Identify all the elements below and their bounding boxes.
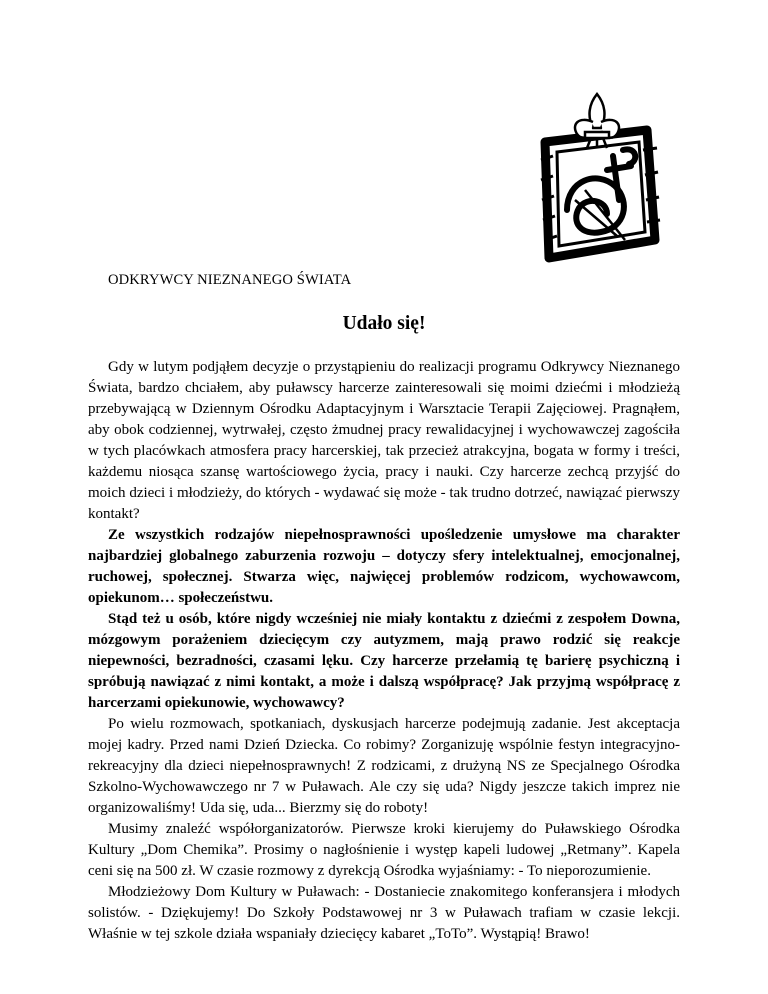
paragraph: Gdy w lutym podjąłem decyzje o przystąpieniu do realizacji programu Odkrywcy Nieznanego Świata, bardzo chciałem, aby puławscy harcerze zainteresowali się moimi dziećmi i młodzieżą przebywającą w Dziennym Ośrodku Adaptacyjnym i Warsztacie Terapii Zajęciowej. Pragnąłem, aby obok codziennej, wytrwałej, często żmudnej pracy rewalidacyjnej i wychowawczej zagościła w tych placówkach atmosfera pracy harcerskiej, tak przecież atrakcyjna, bogata w formy i treści, każdemu niosąca szansę wartościowego życia, pracy i nauki. Czy harcerze zechcą przyjść do moich dzieci i młodzieży, do których - wydawać się może - tak trudno dotrzeć, nawiązać pierwszy kontakt? bbox=[88, 359, 680, 522]
page-title: Udało się! bbox=[342, 313, 426, 334]
paragraph-bold: Ze wszystkich rodzajów niepełnosprawności upośledzenie umysłowe ma charakter najbardziej globalnego zaburzenia rozwoju – dotyczy sfery intelektualnej, emocjonalnej, ruchowej, społecznej. Stwarza więc, najwięcej problemów rodzicom, wychowawcom, opiekunom… społeczeństwu. bbox=[88, 527, 680, 606]
paragraph: Po wielu rozmowach, spotkaniach, dyskusjach harcerze podejmują zadanie. Jest akceptacja mojej kadry. Przed nami Dzień Dziecka. Co robimy? Zorganizuję wspólnie festyn integracyjno-rekreacyjny dla dzieci niepełnosprawnych! Z rodzicami, z drużyną NS ze Specjalnego Ośrodka Szkolno-Wychowawczego nr 7 w Puławach. Ale czy się uda? Nigdy jeszcze takich imprez nie organizowaliśmy! Uda się, uda... Bierzmy się do roboty! bbox=[88, 716, 680, 816]
article-body bbox=[88, 357, 680, 945]
paragraph-bold: Stąd też u osób, które nigdy wcześniej nie miały kontaktu z dziećmi z zespołem Downa, mózgowym porażeniem dziecięcym czy autyzmem, mają prawo rodzić się reakcje niepewności, bezradności, czasami lęku. Czy harcerze przełamią tę barierę psychiczną i spróbują nawiązać z nimi kontakt, a może i dalszą współpracę? Jak przyjmą współpracę z harcerzami opiekunowie, wychowawcy? bbox=[88, 611, 680, 711]
paragraph: Młodzieżowy Dom Kultury w Puławach: - Dostaniecie znakomitego konferansjera i młodych solistów. - Dziękujemy! Do Szkoły Podstawowej nr 3 w Puławach trafiam w czasie lekcji. Właśnie w tej szkole działa wspaniały dziecięcy kabaret „ToTo”. Wystąpią! Brawo! bbox=[88, 884, 680, 942]
paragraph: Musimy znaleźć współorganizatorów. Pierwsze kroki kierujemy do Puławskiego Ośrodka Kultury „Dom Chemika”. Prosimy o nagłośnienie i występ kapeli ludowej „Retmany”. Kapela ceni się na 500 zł. W czasie rozmowy z dyrekcją Ośrodka wyjaśniamy: - To nieporozumienie. bbox=[88, 821, 680, 879]
fleur-de-lis-icon bbox=[527, 90, 667, 270]
scout-emblem-logo bbox=[527, 90, 667, 270]
document-kicker: ODKRYWCY NIEZNANEGO ŚWIATA bbox=[108, 272, 352, 288]
